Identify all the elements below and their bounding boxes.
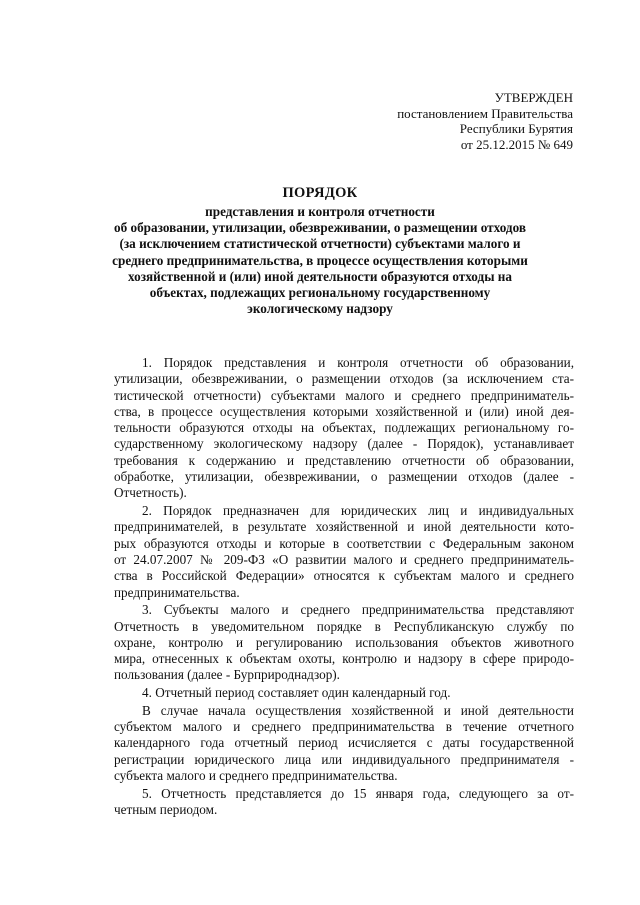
paragraph-line: сударственному экологическому надзору (далее - Порядок), устанавливает xyxy=(114,436,574,452)
paragraph-line: 2. Порядок предназначен для юридических лиц и индивидуальных xyxy=(142,503,574,519)
paragraph xyxy=(114,703,574,784)
approval-stamp xyxy=(353,90,573,152)
paragraph-line: ства, в процессе осуществления которыми хозяйственной и (или) иной дея- xyxy=(114,403,574,419)
subtitle-line: об образовании, утилизации, обезвреживании, о размещении отходов xyxy=(114,220,526,236)
paragraph xyxy=(114,355,574,502)
subtitle-line: представления и контроля отчетности xyxy=(205,204,435,219)
paragraph-line: 5. Отчетность представляется до 15 января года, следующего за от- xyxy=(142,785,574,801)
paragraph-line: тистической отчетности) субъектами малого и среднего предприниматель- xyxy=(114,387,574,403)
subtitle-line: (за исключением статистической отчетности) субъектами малого и xyxy=(119,236,521,252)
subtitle-line: хозяйственной и (или) иной деятельности образуются отходы на xyxy=(128,268,512,284)
paragraph-line: обработке, утилизации, обезвреживании, о размещении отходов (далее - xyxy=(114,469,574,485)
paragraph-line: рых образуются отходы и которые в соответствии с Федеральным законом xyxy=(114,535,574,551)
document-title: ПОРЯДОК xyxy=(282,185,358,201)
paragraph-line: пользования (далее - Бурприроднадзор). xyxy=(114,667,340,683)
paragraph xyxy=(114,503,574,601)
approval-line: Республики Бурятия xyxy=(459,121,573,136)
paragraph-line: предпринимателей, в результате хозяйственной и иной деятельности кото- xyxy=(114,519,574,535)
paragraph-line: календарного года отчетный период исчисляется с даты государственной xyxy=(114,735,574,751)
document-body xyxy=(114,355,574,820)
paragraph-line: субъекта малого и среднего предпринимательства. xyxy=(114,767,398,783)
subtitle-line: среднего предпринимательства, в процессе осуществления которыми xyxy=(112,252,528,268)
paragraph-line: утилизации, обезвреживании, о размещении отходов (за исключением ста- xyxy=(114,371,574,387)
document-subtitle xyxy=(70,204,570,317)
paragraph-line: регистрации юридического лица или индивидуального предпринимателя - xyxy=(114,751,574,767)
paragraph-line: предпринимательства. xyxy=(114,584,240,600)
paragraph-line: 1. Порядок представления и контроля отчетности об образовании, xyxy=(142,355,574,370)
paragraph-line: субъектом малого и среднего предпринимательства в течение отчетного xyxy=(114,719,574,735)
paragraph-line: требования к содержанию и представлению отчетности об образовании, xyxy=(114,452,574,468)
paragraph-line: от 24.07.2007 № 209-ФЗ «О развитии малого и среднего предприниматель- xyxy=(114,551,574,567)
paragraph-line: 4. Отчетный период составляет один календарный год. xyxy=(142,685,451,701)
paragraph xyxy=(114,685,574,701)
approval-date-number: от 25.12.2015 № 649 xyxy=(460,136,573,152)
paragraph-line: Отчетность в уведомительном порядке в Республиканскую службу по xyxy=(114,618,574,634)
subtitle-line: объектах, подлежащих региональному государственному xyxy=(149,285,491,301)
paragraph-line: тельности образуются отходы на объектах, подлежащих региональному го- xyxy=(114,420,574,436)
approval-line: постановлением Правительства xyxy=(397,105,573,121)
paragraph xyxy=(114,602,574,683)
subtitle-line: экологическому надзору xyxy=(247,301,393,317)
document-heading xyxy=(70,184,570,317)
paragraph xyxy=(114,786,574,819)
paragraph-line: мира, отнесенных к объектам охоты, контролю и надзору в сфере природо- xyxy=(114,651,574,667)
paragraph-line: четным периодом. xyxy=(114,801,218,817)
approval-heading: УТВЕРЖДЕН xyxy=(494,90,573,105)
paragraph-line: Отчетность). xyxy=(114,485,187,501)
paragraph-line: 3. Субъекты малого и среднего предпринимательства представляют xyxy=(142,602,574,618)
paragraph-line: ства в Российской Федерации» относятся к субъектам малого и среднего xyxy=(114,568,574,584)
paragraph-line: В случае начала осуществления хозяйственной и иной деятельности xyxy=(142,702,574,718)
paragraph-line: охране, контролю и регулированию использования объектов животного xyxy=(114,634,574,650)
